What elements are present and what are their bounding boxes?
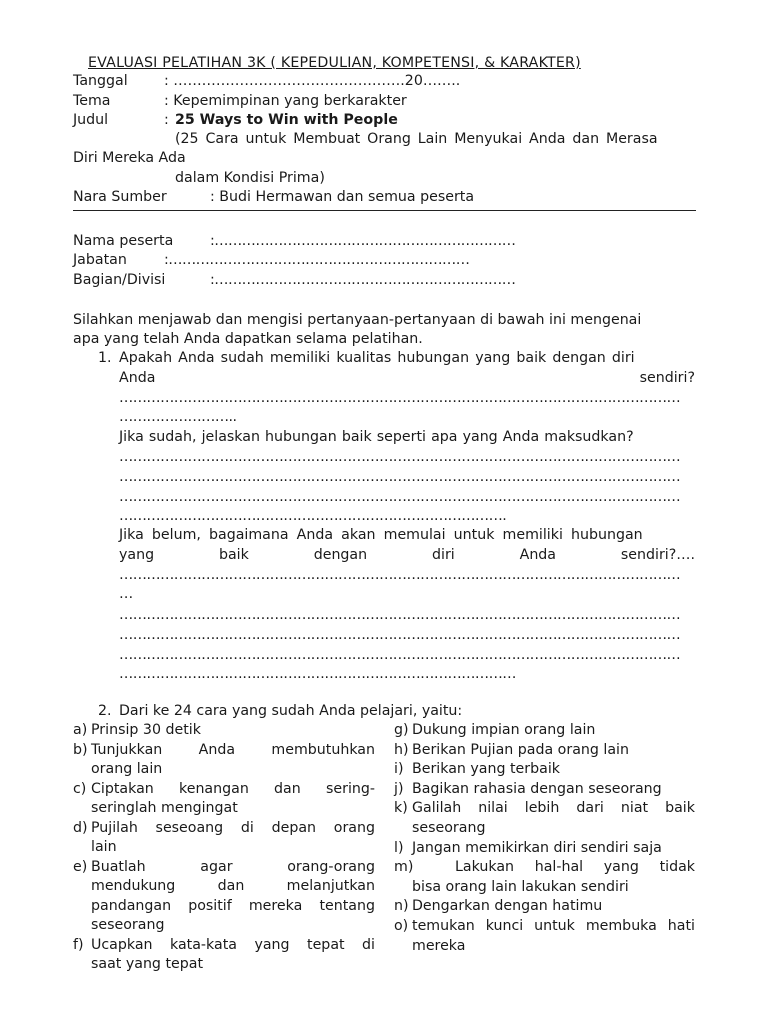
question-1-jika-sudah: Jika sudah, jelaskan hubungan baik seperti apa yang Anda maksudkan? xyxy=(119,429,634,445)
question-1-line-2 xyxy=(119,369,695,388)
list-item-key: e) xyxy=(73,858,88,875)
list-item-word: di xyxy=(240,819,254,836)
list-item-key: l) xyxy=(394,839,404,856)
list-item-word: hati xyxy=(667,918,695,934)
list-item-word: lebih xyxy=(524,800,560,817)
q1-word: dengan xyxy=(313,547,368,563)
list-item-text: seringlah mengingat xyxy=(91,800,238,816)
question-2-number: 2. xyxy=(98,703,112,719)
list-item-word: orang-orang xyxy=(287,858,375,875)
list-item-word: kunci xyxy=(485,918,524,934)
list-item-word: dan xyxy=(274,780,301,797)
list-item-word: baik xyxy=(665,800,695,817)
list-item-text xyxy=(91,780,375,799)
judul-subtitle-line-3: dalam Kondisi Prima) xyxy=(175,170,325,186)
q1-word: baik xyxy=(218,547,249,563)
list-item-word: Ciptakan xyxy=(91,780,154,797)
intro-line-1: Silahkan menjawab dan mengisi pertanyaan-pertanyaan di bawah ini mengenai xyxy=(73,312,642,328)
bagian-label: Bagian/Divisi xyxy=(73,272,166,288)
list-item-key: m) xyxy=(394,859,414,876)
list-item-key: o) xyxy=(394,918,409,934)
list-item-text: Dengarkan dengan hatimu xyxy=(412,898,603,915)
answer-line[interactable]: …………………………………………………………………………………………………………… xyxy=(119,567,681,583)
answer-line[interactable]: …………………………………………………………………………… xyxy=(119,666,516,682)
list-item-word: Anda xyxy=(198,741,236,758)
judul-colon: : xyxy=(164,112,169,128)
list-item-text xyxy=(455,858,695,877)
list-item-text: bisa orang lain lakukan sendiri xyxy=(412,878,629,895)
list-item-word: Pujilah xyxy=(91,819,138,836)
judul-label: Judul xyxy=(73,112,109,128)
list-item-text xyxy=(91,819,375,838)
jabatan-field[interactable]: :………………………………………………………… xyxy=(164,252,470,268)
list-item-word: seseoang xyxy=(155,819,224,836)
list-item-word: tepat xyxy=(307,936,345,953)
list-item-word: Ucapkan xyxy=(91,936,153,953)
page-title: EVALUASI PELATIHAN 3K ( KEPEDULIAN, KOMPETENSI, & KARAKTER) xyxy=(88,55,581,71)
list-item-text xyxy=(412,799,695,818)
question-2-text: Dari ke 24 cara yang sudah Anda pelajari, yaitu: xyxy=(119,703,463,719)
q1-word: Anda xyxy=(519,547,557,563)
header-divider xyxy=(73,210,696,211)
list-item-text: Prinsip 30 detik xyxy=(91,722,201,738)
nama-label: Nama peserta xyxy=(73,233,174,249)
list-item-word: niat xyxy=(620,800,649,817)
list-item-word: Galilah xyxy=(412,800,462,817)
list-item-word: orang xyxy=(333,819,375,836)
list-item-text: Dukung impian orang lain xyxy=(412,722,596,738)
list-item-word: hal-hal xyxy=(534,859,584,876)
list-item-word: melanjutkan xyxy=(286,878,375,894)
list-item-word: nilai xyxy=(478,800,508,817)
list-item-text xyxy=(91,936,375,955)
list-item-text: orang lain xyxy=(91,761,163,777)
list-item-text xyxy=(412,917,695,936)
list-item-key: k) xyxy=(394,800,408,817)
list-item-word: kata-kata xyxy=(170,936,237,953)
q1-word: diri xyxy=(432,547,455,563)
list-item-word: pandangan xyxy=(91,897,172,914)
nara-sumber-value: : Budi Hermawan dan semua peserta xyxy=(210,189,475,205)
list-item-text: mereka xyxy=(412,937,466,954)
list-item-text: seseorang xyxy=(91,917,165,933)
nara-sumber-label: Nara Sumber xyxy=(73,189,167,205)
q1-word: Anda xyxy=(119,370,156,386)
list-item-word: Buatlah xyxy=(91,858,146,875)
list-item-text: Berikan yang terbaik xyxy=(412,761,560,778)
tanggal-label: Tanggal xyxy=(73,73,128,89)
question-1-jika-belum: Jika belum, bagaimana Anda akan memulai untuk memiliki hubungan xyxy=(119,527,643,543)
list-item-key: b) xyxy=(73,741,88,758)
list-item-word: tidak xyxy=(659,859,695,876)
list-item-word: dari xyxy=(576,800,604,817)
list-item-word: mendukung xyxy=(91,878,176,894)
subtitle-text: (25 Cara untuk Membuat Orang Lain Menyukai Anda dan Merasa xyxy=(175,131,658,147)
tanggal-value: : ………………………………………….20…….. xyxy=(164,73,461,89)
tema-value: : Kepemimpinan yang berkarakter xyxy=(164,93,407,109)
list-item-key: n) xyxy=(394,898,409,915)
nama-field[interactable]: :………………………………………………………… xyxy=(210,233,516,249)
list-item-key: h) xyxy=(394,741,409,758)
jabatan-label: Jabatan xyxy=(73,252,127,268)
judul-subtitle-line-2: Diri Mereka Ada xyxy=(73,150,186,166)
question-1-number: 1. xyxy=(98,350,112,366)
list-item-key: g) xyxy=(394,722,409,738)
list-item-text: Bagikan rahasia dengan seseorang xyxy=(412,780,662,797)
list-item-key: c) xyxy=(73,780,87,797)
answer-line[interactable]: …………………………………………………………………………………………………………… xyxy=(119,449,681,465)
list-item-text xyxy=(91,877,375,896)
list-item-key: a) xyxy=(73,722,88,738)
list-item-word: di xyxy=(362,936,375,953)
list-item-text: seseorang xyxy=(412,820,486,836)
answer-line[interactable]: …………………………………………………………………………. xyxy=(119,508,507,524)
list-item-key: d) xyxy=(73,819,88,836)
list-item-text: lain xyxy=(91,839,117,855)
list-item-word: membutuhkan xyxy=(271,741,375,758)
tema-label: Tema xyxy=(73,93,111,109)
answer-line[interactable]: …………………………………………………………………………………………………………… xyxy=(119,627,681,643)
list-item-word: dan xyxy=(217,878,245,894)
list-item-word: Lakukan xyxy=(455,859,515,876)
list-item-text xyxy=(91,897,375,916)
list-item-word: Tunjukkan xyxy=(91,741,163,758)
list-item-text: saat yang tepat xyxy=(91,956,204,972)
answer-line[interactable]: …………………………………………………………………………………………………………… xyxy=(119,390,681,406)
list-item-word: positif xyxy=(188,897,232,914)
list-item-word: mereka xyxy=(248,897,303,914)
list-item-key: j) xyxy=(394,780,404,797)
list-item-word: depan xyxy=(271,819,317,836)
q1-word: sendiri?…. xyxy=(620,547,695,563)
answer-line[interactable]: …………………………………………………………………………………………………………… xyxy=(119,489,681,505)
answer-line[interactable]: …………………………………………………………………………………………………………… xyxy=(119,607,681,623)
list-item-key: i) xyxy=(394,761,404,778)
q1-word: sendiri? xyxy=(639,370,695,386)
list-item-word: temukan xyxy=(412,918,475,934)
answer-line[interactable]: …………………………………………………………………………………………………………… xyxy=(119,647,681,663)
answer-line[interactable]: …………………………………………………………………………………………………………… xyxy=(119,469,681,485)
list-item-key: f) xyxy=(73,936,84,953)
question-1-line-1: Apakah Anda sudah memiliki kualitas hubungan yang baik dengan diri xyxy=(119,350,635,366)
bagian-field[interactable]: :………………………………………………………… xyxy=(210,272,516,288)
list-item-text xyxy=(91,741,375,760)
list-item-word: kenangan xyxy=(179,780,249,797)
list-item-word: yang xyxy=(254,936,290,953)
list-item-word: yang xyxy=(603,859,639,876)
list-item-word: agar xyxy=(200,858,233,875)
list-item-text xyxy=(91,858,375,877)
question-1-jika-belum-line-2 xyxy=(119,546,695,565)
judul-subtitle-line-1 xyxy=(175,130,695,149)
list-item-word: tentang xyxy=(319,897,375,914)
list-item-word: membuka xyxy=(585,918,657,934)
answer-line[interactable]: …………………….. xyxy=(119,409,237,425)
list-item-word: sering- xyxy=(325,780,375,797)
answer-line[interactable]: … xyxy=(119,586,133,602)
list-item-text: Berikan Pujian pada orang lain xyxy=(412,741,629,758)
judul-value: 25 Ways to Win with People xyxy=(175,112,398,128)
list-item-text: Jangan memikirkan diri sendiri saja xyxy=(412,839,662,856)
q1-word: yang xyxy=(119,547,155,563)
intro-line-2: apa yang telah Anda dapatkan selama pelatihan. xyxy=(73,331,423,347)
list-item-word: untuk xyxy=(534,918,575,934)
